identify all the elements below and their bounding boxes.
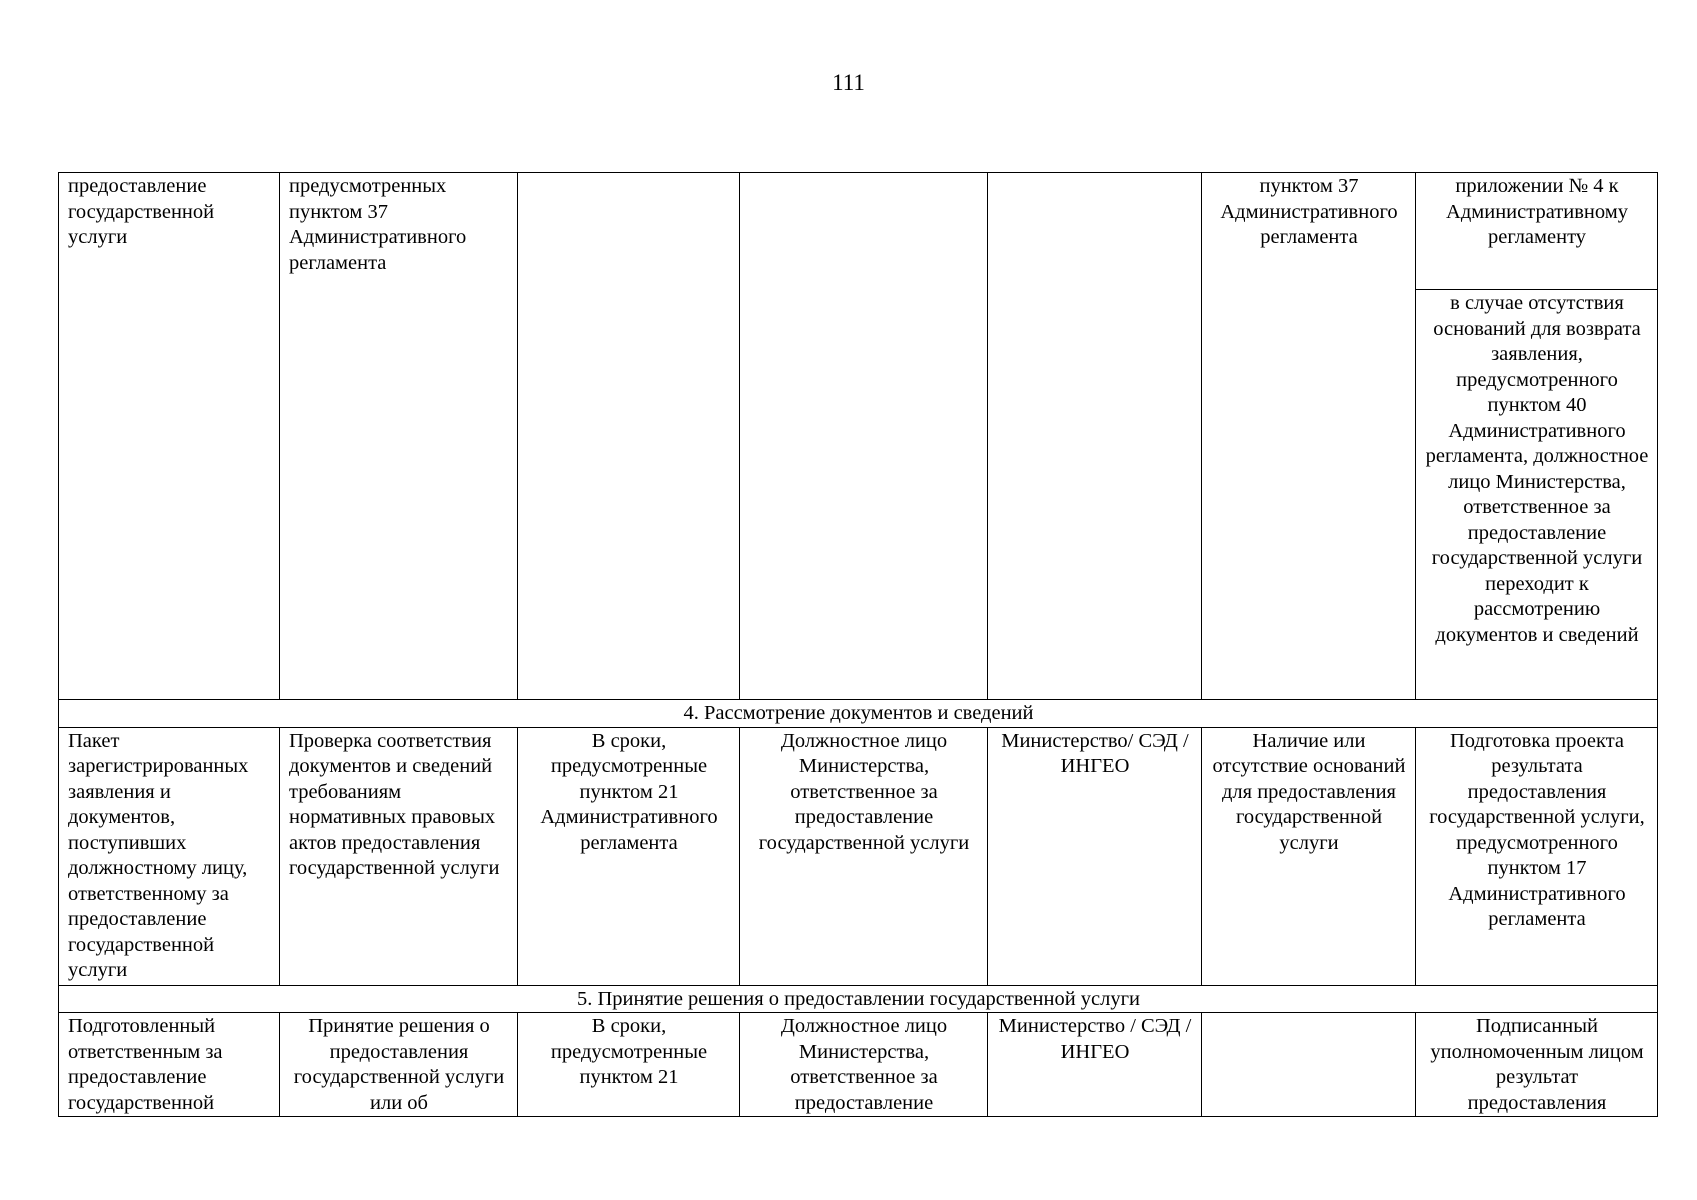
table-cell: Подготовка проекта результата предоставления государственной услуги, предусмотренного пунктом 17 Административного регламента — [1416, 727, 1658, 985]
table-cell: Наличие или отсутствие оснований для предоставления государственной услуги — [1202, 727, 1416, 985]
table-cell: Проверка соответствия документов и сведений требованиям нормативных правовых актов предоставления государственной услуги — [280, 727, 518, 985]
section-title: 4. Рассмотрение документов и сведений — [59, 700, 1658, 728]
table-cell: В сроки, предусмотренные пунктом 21 Административного регламента — [518, 727, 740, 985]
table-cell: Должностное лицо Министерства, ответственное за предоставление государственной услуги — [740, 727, 988, 985]
table-cell: предусмотренных пунктом 37 Административного регламента — [280, 173, 518, 700]
table-cell: В сроки, предусмотренные пунктом 21 — [518, 1013, 740, 1117]
table-cell: Должностное лицо Министерства, ответственное за предоставление — [740, 1013, 988, 1117]
table-cell: Подписанный уполномоченным лицом результат предоставления — [1416, 1013, 1658, 1117]
table-row — [59, 173, 1658, 290]
table-cell — [1202, 1013, 1416, 1117]
procedure-table — [58, 172, 1658, 1117]
table-cell: предоставление государственной услуги — [59, 173, 280, 700]
table-cell: в случае отсутствия оснований для возврата заявления, предусмотренного пунктом 40 Административного регламента, должностное лицо Министерства, ответственное за предоставление государственной услуги переходит к рассмотрению документов и сведений — [1416, 290, 1658, 700]
section-row — [59, 985, 1658, 1013]
table-row — [59, 727, 1658, 985]
table-cell: Подготовленный ответственным за предоставление государственной — [59, 1013, 280, 1117]
table-cell: Министерство/ СЭД / ИНГЕО — [988, 727, 1202, 985]
table-cell — [988, 173, 1202, 700]
section-title: 5. Принятие решения о предоставлении государственной услуги — [59, 985, 1658, 1013]
table-cell: Принятие решения о предоставления государственной услуги или об — [280, 1013, 518, 1117]
table-cell: Пакет зарегистрированных заявления и документов, поступивших должностному лицу, ответственному за предоставление государственной услуги — [59, 727, 280, 985]
page-number: 111 — [832, 70, 865, 95]
table-cell — [740, 173, 988, 700]
table-row — [59, 1013, 1658, 1117]
section-row — [59, 700, 1658, 728]
table-cell — [518, 173, 740, 700]
table-cell: пунктом 37 Административного регламента — [1202, 173, 1416, 700]
table-cell: приложении № 4 к Административному регламенту — [1416, 173, 1658, 290]
table-cell: Министерство / СЭД / ИНГЕО — [988, 1013, 1202, 1117]
